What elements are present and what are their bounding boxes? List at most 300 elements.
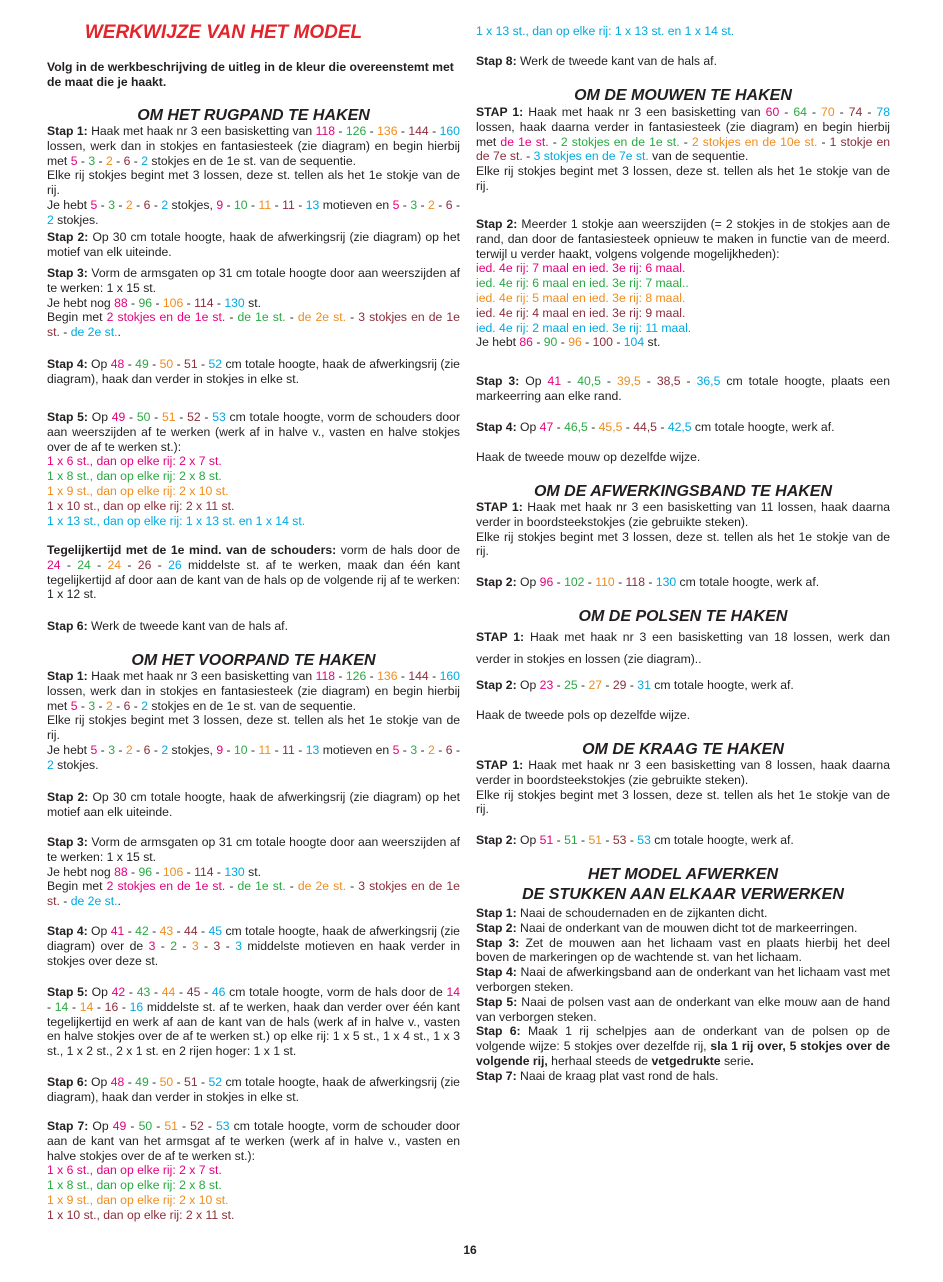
size-value: 49 (135, 1075, 149, 1089)
voorpand-step4 (47, 924, 460, 968)
size-value: 144 (408, 124, 429, 138)
size-lines (47, 454, 460, 528)
size-value: 50 (159, 1075, 174, 1089)
bold-text: Stap 3: (476, 935, 520, 950)
paragraph (47, 543, 460, 602)
bold-text: Stap 2: (476, 575, 517, 589)
size-value: 86 (519, 335, 533, 350)
size-value: 2 (47, 212, 54, 227)
size-value: 51 (184, 1075, 198, 1089)
paragraph (476, 575, 890, 590)
size-value: 50 (136, 410, 151, 424)
size-value: 3 (410, 197, 418, 212)
text: . (117, 325, 121, 340)
text: Op (516, 575, 540, 589)
size-value: 3 (108, 742, 115, 757)
size-separator: - (155, 938, 171, 953)
size-values (540, 833, 651, 847)
text: cm totale hoogte, plaats een markeerring aan elke rand. (476, 374, 890, 403)
size-separator: - (132, 197, 144, 212)
size-value: 114 (194, 864, 214, 879)
size-separator: - (600, 374, 617, 388)
size-separator: - (553, 833, 565, 847)
size-separator: - (152, 1119, 165, 1133)
bold-text: Stap 1: (476, 906, 517, 920)
size-value: de 2e st. (297, 879, 347, 894)
text: Elke rij stokjes begint met 3 lossen, deze st. tellen als het 1e stokje van de rij. (476, 529, 890, 559)
paragraph (47, 266, 460, 296)
text: herhaal steeds de (547, 1053, 652, 1068)
size-separator: - (173, 924, 185, 938)
size-separator: - (428, 124, 440, 138)
text: serie (720, 1053, 751, 1068)
size-separator: - (150, 410, 162, 424)
paragraph (47, 835, 460, 865)
size-separator: - (428, 669, 440, 683)
size-value: 2 (428, 197, 435, 212)
size-value: 130 (224, 295, 245, 310)
size-value: 3 (148, 938, 156, 953)
bold-text: Stap 5: (47, 410, 88, 424)
rugpand-step3 (47, 266, 460, 340)
bold-text: vetgedrukte (651, 1053, 721, 1068)
size-separator: - (247, 197, 259, 212)
paragraph (476, 678, 890, 693)
size-values (114, 865, 245, 879)
text: st. (244, 864, 261, 879)
size-separator: - (602, 833, 613, 847)
bold-text: STAP 1: (476, 500, 523, 514)
size-line: 1 x 8 st., dan op elke rij: 2 x 8 st. (47, 469, 222, 484)
paragraph (476, 758, 890, 788)
size-value: 53 (215, 1119, 230, 1133)
size-separator: - (132, 742, 144, 757)
size-separator: - (114, 742, 126, 757)
size-separator: - (532, 335, 544, 350)
size-value: 46 (211, 985, 226, 999)
mouwen-step1 (476, 105, 890, 194)
size-separator: - (95, 153, 106, 168)
size-value: 114 (194, 295, 214, 310)
heading-rugpand: OM HET RUGPAND TE HAKEN (137, 107, 370, 124)
size-value: 118 (315, 669, 336, 683)
size-separator: - (68, 999, 80, 1014)
size-value: 44 (161, 985, 176, 999)
paragraph (476, 995, 890, 1025)
size-value: 51 (184, 357, 198, 371)
text: st. (244, 295, 261, 310)
paragraph (47, 198, 460, 228)
bold-text: Stap 8: (476, 54, 517, 68)
size-separator: - (173, 1075, 185, 1089)
size-value: 118 (315, 124, 336, 138)
size-value: 52 (190, 1119, 204, 1133)
rugpand-step1 (47, 124, 460, 228)
size-separator: - (150, 742, 162, 757)
paragraph (476, 1069, 890, 1084)
bold-text: . (750, 1053, 754, 1068)
text: middelste st. af te werken, haak dan verder over één kant tegelijkertijd en werk af aan de kant van de hals (werk af in halve v., vasten en halve stokjes over de af te werken st.) op elke rij: 1 x 5 st., 1 x 4 st., 1 x 3 st., 1 x 2 st., 2 x 1 st. en 2 rijen hoger: 1 x 1 st. (47, 999, 460, 1059)
size-separator: - (225, 879, 238, 894)
size-separator: - (335, 669, 346, 683)
size-value: 106 (162, 864, 184, 879)
text: Naai de kraag plat vast rond de hals. (516, 1068, 719, 1083)
text: . (117, 894, 121, 909)
voorpand-step8 (476, 54, 890, 69)
voorpand-step7-continued (476, 24, 890, 39)
size-value: 49 (111, 410, 126, 424)
size-separator: - (434, 742, 446, 757)
size-value: 10 (234, 742, 248, 757)
size-separator: - (452, 742, 461, 757)
text: lossen, werk dan in stokjes en fantasiesteek (zie diagram) en begin hierbij met (47, 683, 460, 713)
heading-afwerkingsband: OM DE AFWERKINGSBAND TE HAKEN (533, 483, 833, 500)
text: Je hebt nog (47, 295, 115, 310)
size-separator: - (220, 938, 236, 953)
paragraph (476, 936, 890, 966)
size-separator: - (90, 557, 108, 572)
size-value: 10 (234, 197, 248, 212)
size-separator: - (59, 325, 71, 340)
voorpand-step7 (47, 1119, 460, 1223)
text: Werk de tweede kant van de hals af. (87, 619, 288, 633)
size-separator: - (656, 420, 668, 434)
size-value: 24 (77, 557, 91, 572)
size-separator: - (118, 999, 130, 1014)
text: Naai de polsen vast aan de onderkant van elke mouw aan de hand van verborgen steken. (476, 994, 890, 1024)
size-value: 160 (439, 124, 460, 138)
size-separator: - (125, 410, 137, 424)
size-value: de 2e st. (70, 325, 118, 340)
size-value: 11 (282, 742, 295, 757)
size-values (316, 669, 460, 683)
text: Je hebt (47, 197, 91, 212)
size-value: de 1e st. (500, 134, 549, 149)
voorpand-step5 (47, 985, 460, 1059)
size-separator: - (197, 1075, 209, 1089)
size-value: 102 (564, 575, 585, 589)
size-values (149, 939, 242, 953)
size-value: de 1e st. (237, 879, 286, 894)
size-separator: - (434, 197, 446, 212)
size-value: 2 (141, 153, 148, 168)
size-value: 130 (655, 575, 677, 589)
size-values (71, 154, 148, 168)
size-value: 23 (539, 678, 554, 692)
text: Werk de tweede kant van de hals af. (516, 54, 717, 68)
size-separator: - (577, 678, 589, 692)
size-value: 51 (564, 833, 578, 847)
size-separator: - (626, 678, 638, 692)
page-number: 16 (463, 1243, 477, 1257)
size-lines (47, 1163, 460, 1222)
paragraph (47, 985, 460, 1059)
size-separator: - (612, 335, 624, 350)
bold-text: Stap 6: (47, 1075, 88, 1089)
size-value: 2 (161, 742, 169, 757)
size-separator: - (581, 335, 593, 350)
size-value: 6 (123, 698, 131, 713)
size-value: 3 (213, 938, 221, 953)
size-value: 110 (595, 575, 615, 589)
size-value: 96 (138, 864, 153, 879)
size-values (540, 575, 677, 589)
size-line: 1 x 6 st., dan op elke rij: 2 x 7 st. (47, 1163, 222, 1178)
size-value: de 2e st. (70, 894, 118, 909)
text: cm totale hoogte, werk af. (691, 420, 835, 434)
text: stokjes. (53, 212, 99, 227)
rugpand-tegelijkertijd (47, 543, 460, 602)
size-separator: - (622, 420, 634, 434)
size-value: 47 (539, 420, 554, 434)
bold-text: Stap 7: (476, 1068, 517, 1083)
text: Begin met (47, 879, 107, 894)
size-separator: - (151, 557, 169, 572)
size-separator: - (399, 742, 411, 757)
rugpand-step5 (47, 410, 460, 528)
size-value: 5 (392, 742, 400, 757)
paragraph (476, 105, 890, 164)
bold-text: Stap 1: (47, 669, 88, 683)
size-value: 2 stokjes en de 10e st. (691, 134, 818, 149)
size-value: 9 (216, 742, 224, 757)
size-values (316, 124, 460, 138)
bold-text: Stap 5: (47, 985, 88, 999)
size-separator: - (522, 149, 534, 164)
kraag-step2 (476, 833, 890, 848)
size-value: 48 (110, 1075, 125, 1089)
size-value: 36,5 (696, 374, 721, 388)
bold-text: Stap 4: (476, 420, 517, 434)
text: stokjes, (168, 742, 217, 757)
size-value: 42,5 (667, 420, 692, 434)
size-separator: - (452, 197, 461, 212)
paragraph (47, 1075, 460, 1105)
text: motieven en (319, 742, 393, 757)
size-separator: - (557, 335, 569, 350)
size-separator: - (644, 575, 656, 589)
size-separator: - (561, 374, 578, 388)
text: Haak met haak nr 3 een basisketting van 8 lossen, haak daarna verder in boordsteekstokjes (zie gebruikte steken). (476, 758, 890, 787)
size-value: 52 (208, 357, 223, 371)
size-value: 88 (114, 295, 128, 310)
size-value: 88 (114, 864, 128, 879)
text: middelste st. af te werken, maak dan één kant tegelijkertijd af door aan de kant van de hals op de volgende rij af te werken: 1 x 12 st. (47, 557, 460, 602)
size-separator: - (626, 833, 638, 847)
size-value: 50 (159, 357, 174, 371)
size-value: 2 stokjes en de 1e st. (560, 134, 680, 149)
size-values (766, 105, 890, 119)
size-separator: - (152, 864, 163, 879)
size-value: 2 stokjes en de 1e st. (106, 879, 226, 894)
size-separator: - (114, 197, 126, 212)
size-value: 5 (70, 153, 78, 168)
size-separator: - (152, 295, 163, 310)
size-value: 44 (184, 924, 198, 938)
size-value: 16 (129, 999, 144, 1014)
text: stokjes en de 1e st. van de sequentie. (147, 698, 356, 713)
size-separator: - (121, 557, 138, 572)
size-value: 90 (543, 335, 558, 350)
size-value: 45 (208, 924, 223, 938)
size-lines (476, 261, 890, 335)
text: Haak met haak nr 3 een basisketting van (87, 669, 316, 683)
bold-text: STAP 1: (476, 630, 525, 644)
bold-text: Stap 3: (47, 835, 88, 849)
size-separator: - (553, 420, 565, 434)
size-value: 43 (159, 924, 174, 938)
size-separator: - (127, 295, 139, 310)
size-separator: - (124, 357, 136, 371)
text: stokjes en de 1e st. van de sequentie. (147, 153, 356, 168)
size-value: 3 stokjes en de 7e st. (533, 149, 649, 164)
size-separator: - (177, 1119, 191, 1133)
size-value: 52 (208, 1075, 223, 1089)
text: Haak met haak nr 3 een basisketting van 11 lossen, haak daarna verder in boordsteekstokjes (zie gebruikte steken). (476, 500, 890, 529)
size-line: ied. 4e rij: 7 maal en ied. 3e rij: 6 maal. (476, 261, 686, 276)
size-value: 6 (445, 197, 453, 212)
size-separator: - (366, 669, 378, 683)
paragraph (476, 906, 890, 921)
size-value: 40,5 (577, 374, 601, 388)
paragraph (47, 924, 460, 968)
size-values (114, 296, 245, 310)
size-value: 6 (143, 742, 151, 757)
heading-voorpand: OM HET VOORPAND TE HAKEN (131, 652, 376, 669)
size-separator: - (553, 575, 565, 589)
size-value: 118 (625, 575, 645, 589)
size-values (47, 310, 460, 339)
size-value: 130 (224, 864, 245, 879)
size-separator: - (602, 678, 613, 692)
text: Elke rij stokjes begint met 3 lossen, deze st. tellen als het 1e stokje van de rij. (476, 787, 890, 817)
size-separator: - (127, 864, 139, 879)
text: van de sequentie. (648, 149, 749, 164)
size-value: 96 (539, 575, 554, 589)
bold-text: Stap 4: (47, 357, 88, 371)
size-value: 5 (392, 197, 400, 212)
text: lossen, haak daarna verder in fantasiesteek (zie diagram) en begin hierbij met (476, 119, 890, 149)
paragraph (476, 965, 890, 995)
size-separator: - (93, 999, 105, 1014)
size-value: 41 (110, 924, 125, 938)
kraag-step1 (476, 758, 890, 817)
size-value: 2 (105, 698, 113, 713)
size-value: 3 (410, 742, 418, 757)
size-value: 52 (187, 410, 201, 424)
text: Op (516, 420, 540, 434)
size-line: 1 x 13 st., dan op elke rij: 1 x 13 st. en 1 x 14 st. (476, 24, 735, 38)
size-value: 2 (141, 698, 148, 713)
text: middelste motieven en haak verder in stokjes over deze st. (47, 938, 461, 968)
text: Op (516, 678, 540, 692)
size-value: 42 (135, 924, 149, 938)
paragraph (476, 833, 890, 848)
text: Op (87, 924, 111, 938)
size-value: 160 (439, 669, 460, 683)
size-separator: - (125, 985, 137, 999)
size-value: 13 (305, 197, 320, 212)
text: Vorm de armsgaten op 31 cm totale hoogte door aan weerszijden af te werken: 1 x 15 st. (47, 266, 460, 295)
size-value: 49 (112, 1119, 127, 1133)
text: stokjes, (168, 197, 217, 212)
size-line: ied. 4e rij: 4 maal en ied. 3e rij: 9 maal. (476, 305, 686, 320)
size-value: 5 (90, 197, 98, 212)
size-value: 49 (135, 357, 149, 371)
size-values (519, 335, 644, 349)
text: Zet de mouwen aan het lichaam vast en plaats hierbij het deel boven de markeringen op de wachtende st. van het lichaam. (476, 935, 890, 965)
paragraph (47, 296, 460, 311)
size-separator: - (200, 410, 213, 424)
size-value: 2 (428, 742, 435, 757)
size-separator: - (806, 105, 822, 119)
size-value: 2 (47, 757, 54, 772)
size-value: 3 stokjes en de 1e st. (47, 879, 460, 909)
text: Op (87, 1075, 111, 1089)
size-separator: - (97, 742, 109, 757)
size-value: 70 (821, 105, 835, 119)
heading-polsen: OM DE POLSEN TE HAKEN (578, 608, 788, 625)
size-value: 78 (876, 105, 890, 119)
text: Elke rij stokjes begint met 3 lossen, deze st. tellen als het 1e stokje van de rij. (476, 164, 890, 193)
bold-text: Stap 6: (476, 1024, 521, 1039)
size-separator: - (779, 105, 794, 119)
size-value: 74 (848, 105, 863, 119)
size-separator: - (112, 153, 124, 168)
size-separator: - (112, 698, 124, 713)
voorpand-step2 (47, 790, 460, 820)
size-separator: - (366, 124, 378, 138)
text: cm totale hoogte, werk af. (676, 575, 820, 589)
paragraph (476, 335, 890, 350)
afwerkingsband-step1 (476, 500, 890, 559)
size-separator: - (148, 1075, 160, 1089)
size-separator: - (640, 374, 657, 388)
size-values (540, 678, 651, 692)
heading-mouwen: OM DE MOUWEN TE HAKEN (574, 87, 792, 104)
size-value: 41 (547, 374, 562, 388)
paragraph (476, 420, 890, 435)
text: Elke rij stokjes begint met 3 lossen, deze st. tellen als het 1e stokje van de rij. (47, 168, 460, 198)
size-value: 24 (107, 557, 122, 572)
paragraph (476, 921, 890, 936)
paragraph (47, 410, 460, 454)
size-separator: - (47, 999, 55, 1014)
paragraph (47, 230, 460, 260)
size-value: 31 (637, 678, 651, 692)
paragraph (47, 310, 460, 340)
size-line: 1 x 9 st., dan op elke rij: 2 x 10 st. (47, 1192, 229, 1207)
bold-text: Stap 4: (47, 924, 88, 938)
size-value: 16 (104, 999, 119, 1014)
size-value: 6 (123, 153, 131, 168)
size-separator: - (247, 742, 259, 757)
text: Op (88, 1119, 113, 1133)
text: Je hebt nog (47, 864, 115, 879)
size-values (216, 743, 319, 757)
afwerkingsband-step2 (476, 575, 890, 590)
size-value: 53 (612, 833, 627, 847)
size-separator: - (577, 833, 589, 847)
bold-text: STAP 1: (476, 758, 524, 772)
size-separator: - (584, 575, 596, 589)
size-value: 48 (110, 357, 125, 371)
size-value: 38,5 (656, 374, 681, 388)
bold-text: Stap 2: (47, 230, 89, 244)
size-separator: - (183, 864, 195, 879)
size-separator: - (680, 374, 697, 388)
polsen-step2 (476, 678, 890, 693)
